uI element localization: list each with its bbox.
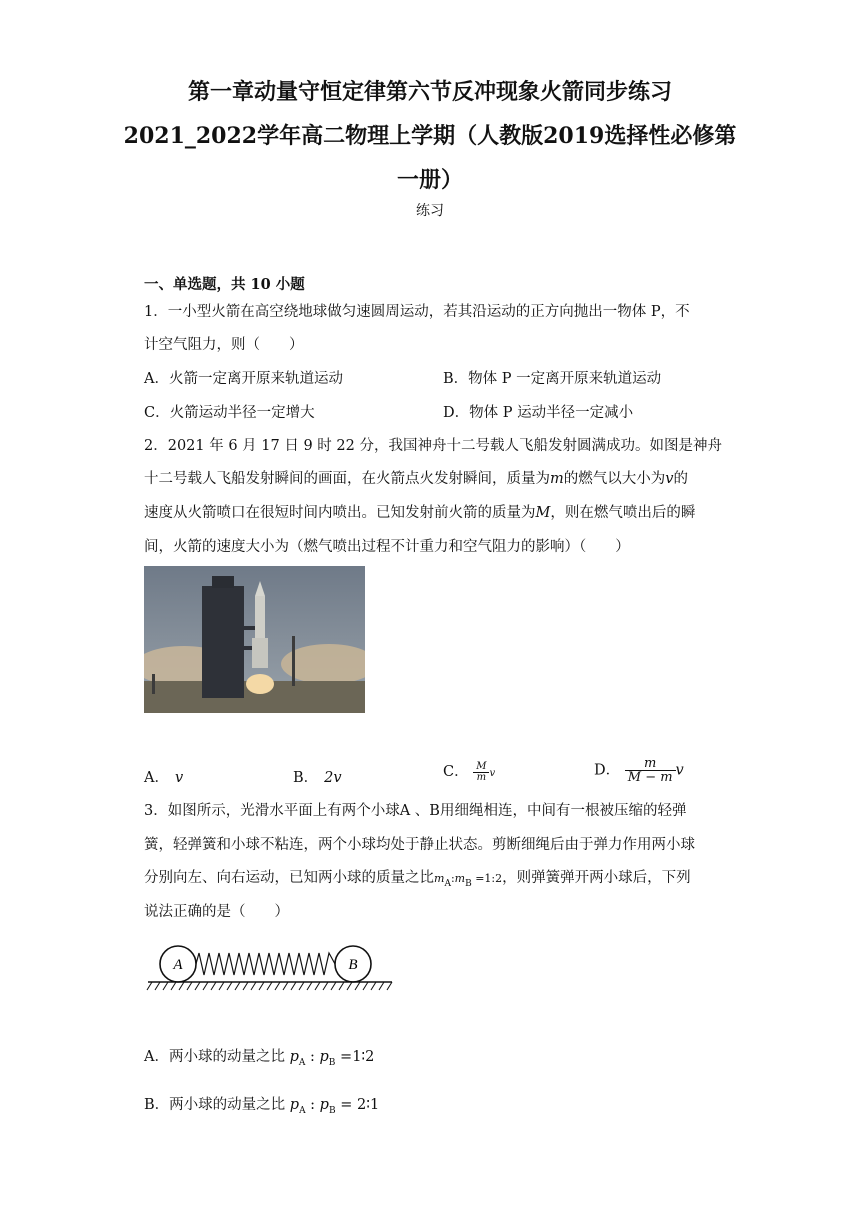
ball-b-label: B — [348, 957, 358, 973]
q3-line-1: 3．如图所示，光滑水平面上有两个小球A 、B用细绳相连，中间有一根被压缩的轻弹 — [144, 803, 687, 819]
q1-option-a: A．火箭一定离开原来轨道运动 — [144, 371, 343, 387]
q1-option-d: D．物体 P 运动半径一定减小 — [443, 405, 634, 421]
q1-option-b: B．物体 P 一定离开原来轨道运动 — [443, 371, 662, 387]
q3-line-2: 簧，轻弹簧和小球不粘连，两个小球均处于静止状态。剪断细绳后由于弹力作用两小球 — [144, 837, 695, 853]
rocket-launch-photo — [144, 566, 365, 713]
subtitle: 练习 — [416, 203, 444, 219]
q2-option-d-fraction: $\frac{m}{M - m}$ — [625, 757, 676, 784]
title-line-3: 一册） — [396, 167, 463, 193]
ball-a-label: A — [173, 957, 183, 973]
q3-line-3: 分别向左、向右运动，已知两小球的质量之比$m_A:m_B$ =1:2，则弹簧弹开两小球后，下列 — [144, 870, 691, 889]
q3-option-b: B．两小球的动量之比 $p_A$ : $p_B$ = 2∶1 — [144, 1097, 380, 1116]
q2-line-1: 2．2021 年 6 月 17 日 9 时 22 分，我国神舟十二号载人飞船发射圆满成功。如图是神舟 — [144, 438, 722, 454]
q3-option-a: A．两小球的动量之比 $p_A$ : $p_B$ =1∶2 — [144, 1049, 375, 1068]
section-heading: 一、单选题，共 10 小题 — [144, 276, 305, 293]
q2-line-2: 十二号载人飞船发射瞬间的画面，在火箭点火发射瞬间，质量为m的燃气以大小为v的 — [144, 471, 688, 487]
q2-option-a: A． v — [144, 770, 184, 786]
q2-line-3: 速度从火箭喷口在很短时间内喷出。已知发射前火箭的质量为M，则在燃气喷出后的瞬 — [144, 505, 696, 521]
q2-option-d: D． $\frac{m}{M - m}$ v — [594, 756, 684, 785]
q2-option-c-fraction: $\frac{M}{m}$ — [473, 762, 489, 783]
q2-option-c: C． $\frac{M}{m}$ v — [443, 760, 496, 783]
q2-line-4: 间，火箭的速度大小为（燃气喷出过程不计重力和空气阻力的影响）（ ） — [144, 539, 630, 555]
q1-option-c: C．火箭运动半径一定增大 — [144, 405, 315, 421]
title-line-2: 2021_2022学年高二物理上学期（人教版2019选择性必修第 — [123, 123, 737, 149]
q3-line-4: 说法正确的是（ ） — [144, 904, 289, 920]
q2-option-b: B． 2v — [293, 770, 342, 786]
q1-line-1: 1．一小型火箭在高空绕地球做匀速圆周运动，若其沿运动的正方向抛出一物体 P，不 — [144, 304, 690, 320]
q1-line-2: 计空气阻力，则（ ） — [144, 337, 304, 353]
spring-diagram — [144, 940, 394, 996]
title-line-1: 第一章动量守恒定律第六节反冲现象火箭同步练习 — [187, 79, 672, 105]
